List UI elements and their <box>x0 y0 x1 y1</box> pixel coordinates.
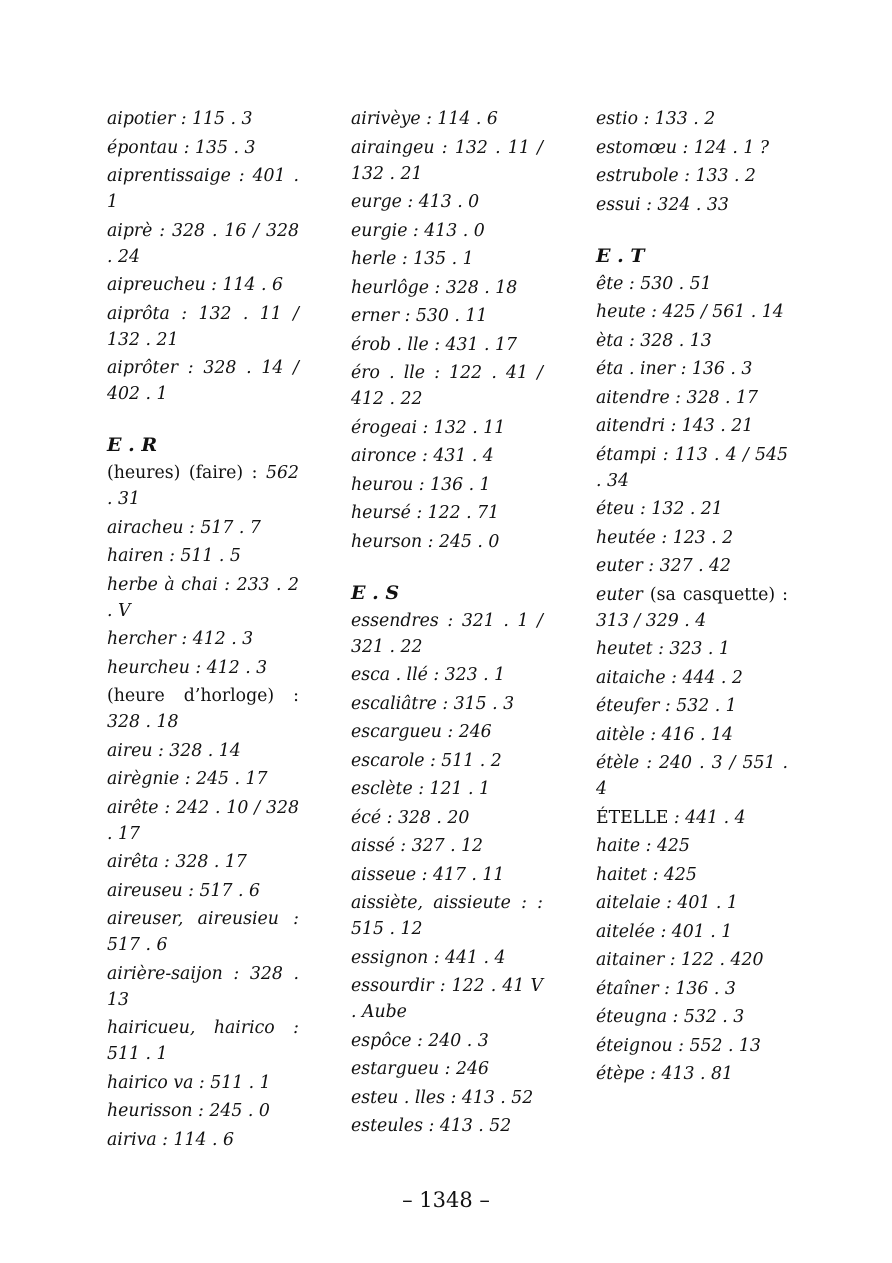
entry-reference: étampi : 113 . 4 / 545 . 34 <box>596 444 788 491</box>
index-entry <box>107 906 299 958</box>
entry-reference: estargueu : 246 <box>351 1059 489 1079</box>
entry-reference: airête : 242 . 10 / 328 . 17 <box>107 797 299 844</box>
index-entry <box>596 356 788 382</box>
entry-reference: hairen : 511 . 5 <box>107 546 241 566</box>
entry-reference: aissiète, aissieute : : 515 . 12 <box>351 893 543 939</box>
entry-reference: essignon : 441 . 4 <box>351 947 506 968</box>
index-entry <box>596 271 788 297</box>
index-entry <box>107 626 299 652</box>
entry-reference: escaliâtre : 315 . 3 <box>351 693 515 714</box>
entry-reference: épontau : 135 . 3 <box>107 137 256 158</box>
index-entry <box>351 1085 543 1111</box>
index-entry <box>351 719 543 745</box>
entry-reference: écé : 328 . 20 <box>351 807 470 828</box>
index-entry <box>351 691 543 717</box>
entry-reference: erner : 530 . 11 <box>351 306 488 326</box>
entry-reference: esteu . lles : 413 . 52 <box>351 1087 534 1108</box>
index-entry <box>596 1004 788 1030</box>
entry-gloss: (heures) (faire) : <box>107 463 258 483</box>
entry-reference: heutet : 323 . 1 <box>596 639 730 659</box>
entry-reference: éteufer : 532 . 1 <box>596 696 737 716</box>
index-entry <box>351 973 543 1025</box>
entry-reference: : 441 . 4 <box>673 807 746 828</box>
index-entry <box>107 515 299 541</box>
entry-reference: airêta : 328 . 17 <box>107 852 247 872</box>
index-entry <box>107 1098 299 1124</box>
entry-reference: hercher : 412 . 3 <box>107 629 254 649</box>
entry-reference: essui : 324 . 33 <box>596 194 729 215</box>
index-entry <box>107 572 299 624</box>
entry-reference: aireuser, aireusieu : 517 . 6 <box>107 909 299 955</box>
index-entry <box>351 500 543 526</box>
entry-reference: herle : 135 . 1 <box>351 249 474 269</box>
entry-reference: étaîner : 136 . 3 <box>596 978 736 999</box>
entry-reference: heurisson : 245 . 0 <box>107 1101 270 1121</box>
entry-reference: érogeai : 132 . 11 <box>351 417 506 438</box>
index-entry <box>351 303 543 329</box>
index-column-2 <box>351 106 543 1142</box>
entry-reference: éteu : 132 . 21 <box>596 499 723 519</box>
index-entry <box>596 862 788 888</box>
index-entry <box>596 947 788 973</box>
index-entry <box>596 976 788 1002</box>
entry-reference: heute : 425 / 561 . 14 <box>596 302 784 322</box>
entry-reference: 562 . 31 <box>107 463 299 509</box>
index-entry <box>596 525 788 551</box>
entry-reference: aironce : 431 . 4 <box>351 446 494 466</box>
entry-reference: escargueu : 246 <box>351 722 492 742</box>
index-entry <box>351 472 543 498</box>
entry-reference: étèpe : 413 . 81 <box>596 1064 733 1084</box>
entry-gloss: ÉTELLE <box>596 807 669 828</box>
index-entry <box>107 355 299 407</box>
index-entry <box>596 385 788 411</box>
entry-gloss: (heure d’horloge) : <box>107 686 299 706</box>
index-entry <box>351 1113 543 1139</box>
entry-reference: 328 . 18 <box>107 712 179 732</box>
index-entry <box>351 608 543 660</box>
index-entry <box>107 849 299 875</box>
index-entry <box>596 328 788 354</box>
index-entry <box>596 636 788 662</box>
index-entry <box>596 553 788 579</box>
index-entry <box>351 360 543 412</box>
entry-reference: heurson : 245 . 0 <box>351 531 500 552</box>
index-entry <box>107 738 299 764</box>
index-entry <box>351 1056 543 1082</box>
entry-reference: essendres : 321 . 1 / 321 . 22 <box>351 610 543 657</box>
entry-reference: aitendri : 143 . 21 <box>596 416 754 436</box>
entry-reference: haite : 425 <box>596 836 690 856</box>
index-entry <box>107 878 299 904</box>
index-entry <box>351 945 543 971</box>
index-entry <box>107 135 299 161</box>
index-entry <box>351 106 543 132</box>
index-entry <box>351 776 543 802</box>
index-entry <box>351 135 543 187</box>
index-entry <box>351 443 543 469</box>
index-column-3 <box>596 106 788 1090</box>
entry-reference: aiprôter : 328 . 14 / 402 . 1 <box>107 358 299 404</box>
index-entry <box>107 1127 299 1153</box>
entry-reference: heursé : 122 . 71 <box>351 503 500 523</box>
entry-reference: heutée : 123 . 2 <box>596 527 734 548</box>
index-entry <box>107 961 299 1013</box>
index-entry <box>107 272 299 298</box>
index-entry <box>596 496 788 522</box>
index-entry <box>351 415 543 441</box>
entry-reference: aiprè : 328 . 16 / 328 . 24 <box>107 220 299 267</box>
index-entry <box>351 246 543 272</box>
entry-reference: airivèye : 114 . 6 <box>351 109 498 129</box>
index-entry <box>596 833 788 859</box>
entry-reference: éteignou : 552 . 13 <box>596 1035 761 1056</box>
entry-reference: eurge : 413 . 0 <box>351 192 480 212</box>
entry-reference: érob . lle : 431 . 17 <box>351 334 517 355</box>
entry-reference: aipotier : 115 . 3 <box>107 109 253 129</box>
entry-reference: esteules : 413 . 52 <box>351 1116 512 1136</box>
index-entry <box>351 332 543 358</box>
index-column-1 <box>107 106 299 1155</box>
entry-reference: éta . iner : 136 . 3 <box>596 359 753 379</box>
entry-reference: aissé : 327 . 12 <box>351 836 484 856</box>
section-heading: E . T <box>596 244 645 267</box>
entry-reference: aitelaie : 401 . 1 <box>596 893 738 913</box>
index-entry <box>351 218 543 244</box>
index-entry <box>596 890 788 916</box>
entry-reference: 313 / 329 . 4 <box>596 610 707 631</box>
entry-reference: hairico va : 511 . 1 <box>107 1072 271 1093</box>
entry-reference: aitendre : 328 . 17 <box>596 387 758 408</box>
index-entry <box>107 795 299 847</box>
page-number: – 1348 – <box>402 1188 490 1212</box>
index-entry <box>596 582 788 634</box>
entry-reference: aipreucheu : 114 . 6 <box>107 275 283 295</box>
section-heading: E . S <box>351 581 400 604</box>
entry-reference: esca . llé : 323 . 1 <box>351 665 506 685</box>
entry-reference: estrubole : 133 . 2 <box>596 166 756 186</box>
index-entry <box>351 275 543 301</box>
entry-reference: essourdir : 122 . 41 V . Aube <box>351 976 543 1022</box>
index-entry <box>351 1028 543 1054</box>
index-entry <box>596 299 788 325</box>
index-entry <box>107 163 299 215</box>
entry-reference: ête : 530 . 51 <box>596 273 712 294</box>
entry-reference: éro . lle : 122 . 41 / 412 . 22 <box>351 363 543 409</box>
index-entry <box>351 890 543 942</box>
index-entry <box>351 748 543 774</box>
section-heading: E . R <box>107 434 158 456</box>
index-entry <box>351 662 543 688</box>
entry-reference: hairicueu, hairico : 511 . 1 <box>107 1018 299 1064</box>
index-entry <box>596 163 788 189</box>
index-entry <box>107 655 299 681</box>
entry-reference: aireuseu : 517 . 6 <box>107 880 260 901</box>
index-entry <box>596 1033 788 1059</box>
index-entry <box>351 833 543 859</box>
index-entry <box>107 218 299 270</box>
entry-reference: esclète : 121 . 1 <box>351 779 490 799</box>
entry-reference: estomœu : 124 . 1 ? <box>596 137 770 158</box>
index-entry <box>596 919 788 945</box>
entry-gloss: (sa casquette) : <box>649 584 788 605</box>
entry-reference: estio : 133 . 2 <box>596 109 716 129</box>
entry-reference: aitainer : 122 . 420 <box>596 950 764 970</box>
entry-reference: èta : 328 . 13 <box>596 330 712 351</box>
entry-reference: aitaiche : 444 . 2 <box>596 667 743 688</box>
entry-reference: euter : 327 . 42 <box>596 556 732 576</box>
index-entry <box>596 1061 788 1087</box>
index-entry <box>351 805 543 831</box>
index-entry <box>596 750 788 802</box>
index-entry <box>107 301 299 353</box>
index-entry <box>107 1070 299 1096</box>
entry-reference: espôce : 240 . 3 <box>351 1030 489 1051</box>
index-entry <box>596 722 788 748</box>
index-entry <box>107 543 299 569</box>
entry-reference: airière-saijon : 328 . 13 <box>107 963 299 1010</box>
index-entry <box>596 192 788 218</box>
entry-reference: heurlôge : 328 . 18 <box>351 277 518 298</box>
entry-reference: airacheu : 517 . 7 <box>107 517 261 538</box>
index-entry <box>351 862 543 888</box>
entry-reference: airaingeu : 132 . 11 / 132 . 21 <box>351 137 543 184</box>
entry-reference: eurgie : 413 . 0 <box>351 220 485 241</box>
index-entry <box>596 693 788 719</box>
entry-reference: airègnie : 245 . 17 <box>107 769 268 789</box>
index-entry <box>596 135 788 161</box>
index-entry <box>107 1015 299 1067</box>
entry-reference: airiva : 114 . 6 <box>107 1129 234 1150</box>
entry-reference: heurou : 136 . 1 <box>351 474 491 495</box>
index-entry <box>596 106 788 132</box>
index-entry <box>351 529 543 555</box>
entry-reference: aisseue : 417 . 11 <box>351 864 505 885</box>
entry-reference: aitèle : 416 . 14 <box>596 724 734 745</box>
entry-reference: aiprentissaige : 401 . 1 <box>107 166 299 212</box>
index-entry <box>596 413 788 439</box>
entry-reference: haitet : 425 <box>596 864 697 885</box>
index-entry <box>107 683 299 735</box>
entry-reference: herbe à chai : 233 . 2 . V <box>107 574 299 621</box>
index-entry <box>107 106 299 132</box>
entry-reference: aireu : 328 . 14 <box>107 740 241 761</box>
index-entry <box>107 460 299 512</box>
entry-reference: aitelée : 401 . 1 <box>596 921 733 942</box>
entry-reference: escarole : 511 . 2 <box>351 750 502 771</box>
entry-reference: aiprôta : 132 . 11 / 132 . 21 <box>107 303 299 350</box>
index-entry <box>596 805 788 831</box>
entry-reference: étèle : 240 . 3 / 551 . 4 <box>596 753 788 799</box>
entry-headword: euter <box>596 584 643 605</box>
index-entry <box>596 442 788 494</box>
index-entry <box>107 766 299 792</box>
index-entry <box>596 665 788 691</box>
entry-reference: éteugna : 532 . 3 <box>596 1007 745 1027</box>
index-entry <box>351 189 543 215</box>
entry-reference: heurcheu : 412 . 3 <box>107 657 268 678</box>
